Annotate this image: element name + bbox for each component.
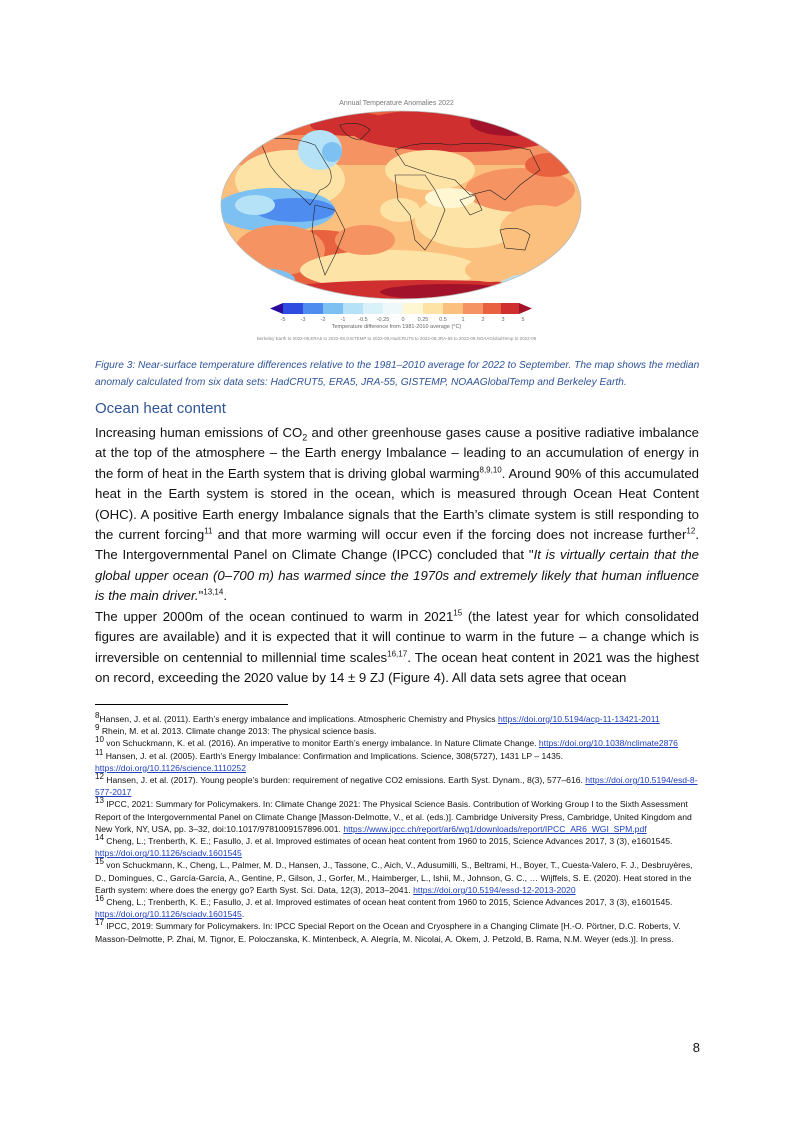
colorbar-tick: -2 bbox=[320, 317, 326, 323]
colorbar-tick: 5 bbox=[521, 317, 525, 323]
colorbar-label: Temperature difference from 1981-2010 average (°C) bbox=[331, 324, 462, 330]
footnote: $^{16}$ Cheng, L.; Trenberth, K. E.; Fasullo, J. et al. Improved estimates of ocean heat content from 1960 to 2015, Science Advances 2017, 3 (3), e1601545. https://doi.org/10.1126/sciadv.1601545. bbox=[95, 894, 673, 920]
colorbar-arrow-low bbox=[270, 303, 283, 314]
footnote: $^{15}$ von Schuckmann, K., Cheng, L., Palmer, M. D., Hansen, J., Tassone, C., Aich, V., Adusumilli, S., Beltrami, H., Boyer, T., Cuesta-Valero, F. J., Desbruyères, D., Domingues, C., García-García, A., Gentine, P., Gilson, J., Gorfer, M., Haimberger, L., Ishii, M., Johnson, G. C., … Wijffels, S. E. (2020). Heat stored in the Earth system: where does the energy go? Earth Syst. Sci. Data, 12(3), 2013–2041. https://doi.org/10.5194/essd-12-2013-2020 bbox=[95, 857, 693, 895]
paragraph-1: Increasing human emissions of $CO_2$ and other greenhouse gases cause a positive radiative imbalance at the top of the atmosphere – the Earth energy Imbalance – leading to an accumulation of energy in the form of heat in the Earth system that is driving global warming$^{8,9,10}$. Around 90% of this accumulated heat in the Earth system is stored in the ocean, which is measured through Ocean Heat Content (OHC). A positive Earth energy Imbalance signals that the Earth’s climate system is still responding to the current forcing$^{11}$ and that more warming will occur even if the forcing does not increase further$^{12}$. The Intergovernmental Panel on Climate Change (IPCC) concluded that "It is virtually certain that the global upper ocean (0–700 m) has warmed since the 1970s and extremely likely that human influence is the main driver."$^{13,14}$. bbox=[95, 425, 699, 604]
footnote-link[interactable]: https://doi.org/10.5194/esd-8-577-2017 bbox=[95, 775, 698, 798]
colorbar-arrow-high bbox=[519, 303, 532, 314]
footnote-link[interactable]: https://doi.org/10.1126/science.1110252 bbox=[95, 762, 246, 773]
colorbar-tick: 0 bbox=[401, 317, 405, 323]
colorbar-tick: 0.5 bbox=[439, 317, 447, 323]
footnote-link[interactable]: https://doi.org/10.1038/nclimate2876 bbox=[538, 738, 678, 749]
footnotes bbox=[95, 713, 703, 945]
page-number: 8 bbox=[692, 1040, 700, 1055]
paragraph-2: The upper 2000m of the ocean continued to warm in 2021$^{15}$ (the latest year for which consolidated figures are available) and it is expected that it will continue to warm in the future – a change which is irreversible on centennial to millennial time scales$^{16,17}$. The ocean heat content in 2021 was the highest on record, exceeding the 2020 value by 14 ± 9 ZJ (Figure 4). All data sets agree that ocean bbox=[95, 608, 700, 686]
colorbar-swatch bbox=[443, 303, 463, 314]
footnote: $^8$Hansen, J. et al. (2011). Earth’s energy imbalance and implications. Atmospheric Chemistry and Physics https://doi.org/10.5194/acp-11-13421-2011 bbox=[95, 711, 660, 724]
footnote-link[interactable]: https://doi.org/10.1126/sciadv.1601545 bbox=[95, 848, 242, 859]
colorbar-swatch bbox=[343, 303, 363, 314]
figure-caption: Figure 3: Near-surface temperature differences relative to the 1981–2010 average for 2022 to September. The map shows the median anomaly calculated from six data sets: HadCRUT5, ERA5, JRA-55, GISTEMP, NOAAGlobalTemp and Berkeley Earth. bbox=[95, 360, 700, 388]
footnote-link[interactable]: https://doi.org/10.1126/sciadv.1601545 bbox=[95, 909, 242, 920]
colorbar-tick: -0.5 bbox=[358, 317, 368, 323]
ipcc-quote: It is virtually certain that the global upper ocean (0–700 m) has warmed since the 1970s and extremely likely that human influence is the main driver. bbox=[95, 547, 699, 604]
colorbar-swatch bbox=[423, 303, 443, 314]
temperature-anomaly-map bbox=[220, 110, 582, 300]
colorbar-tick: 0.25 bbox=[417, 317, 429, 323]
colorbar-tick: -5 bbox=[280, 317, 286, 323]
colorbar-swatch bbox=[403, 303, 423, 314]
footnote: $^{12}$ Hansen, J. et al. (2017). Young people’s burden: requirement of negative CO2 emissions. Earth Syst. Dynam., 8(3), 577–616. https://doi.org/10.5194/esd-8-577-2017 bbox=[95, 772, 698, 798]
colorbar-swatch bbox=[483, 303, 501, 314]
map-credit: Berkeley Earth to 2022-08,ERA5 to 2022-09,GISTEMP to 2022-09,HadCRUT5 to 2022-08,JRA-55 to 2022-09,NOAAGlobalTemp to 2022-09 bbox=[256, 336, 537, 341]
colorbar-tick: 1 bbox=[461, 317, 465, 323]
colorbar-swatch bbox=[363, 303, 383, 314]
footnote: $^{14}$ Cheng, L.; Trenberth, K. E.; Fasullo, J. et al. Improved estimates of ocean heat content from 1960 to 2015, Science Advances 2017, 3 (3), e1601545. https://doi.org/10.1126/sciadv.1601545 bbox=[95, 833, 673, 859]
colorbar-swatch bbox=[383, 303, 403, 314]
colorbar-tick: 3 bbox=[501, 317, 505, 323]
colorbar-tick: 2 bbox=[481, 317, 485, 323]
section-heading: Ocean heat content bbox=[95, 400, 226, 417]
footnote-link[interactable]: https://doi.org/10.5194/acp-11-13421-2011 bbox=[497, 714, 660, 724]
colorbar-tick: -3 bbox=[300, 317, 306, 323]
colorbar-tick: -1 bbox=[340, 317, 346, 323]
footnote-link[interactable]: https://doi.org/10.5194/essd-12-2013-2020 bbox=[413, 884, 576, 895]
map-title: Annual Temperature Anomalies 2022 bbox=[339, 100, 454, 107]
footnote-separator bbox=[95, 704, 288, 705]
footnote: $^{13}$ IPCC, 2021: Summary for Policymakers. In: Climate Change 2021: The Physical Science Basis. Contribution of Working Group I to the Sixth Assessment Report of the Intergovernmental Panel on Climate Change [Masson-Delmotte, V., et al. (eds.)]. Cambridge University Press, Cambridge, United Kingdom and New York, NY, USA, pp. 3–32, doi:10.1017/9781009157896.001. https://www.ipcc.ch/report/ar6/wg1/downloads/report/IPCC_AR6_WGI_SPM.pdf bbox=[95, 796, 692, 834]
colorbar-swatch bbox=[303, 303, 323, 314]
colorbar-swatch bbox=[283, 303, 303, 314]
footnote: $^{17}$ IPCC, 2019: Summary for Policymakers. In: IPCC Special Report on the Ocean and Cryosphere in a Changing Climate [H.-O. Pörtner, D.C. Roberts, V. Masson-Delmotte, P. Zhai, M. Tignor, E. Poloczanska, K. Mintenbeck, A. Alegría, M. Nicolai, A. Okem, J. Petzold, B. Rama, N.M. Weyer (eds.)]. In press. bbox=[95, 918, 681, 944]
colorbar-tick: -0.25 bbox=[376, 317, 390, 323]
colorbar-swatch bbox=[501, 303, 519, 314]
colorbar bbox=[270, 303, 532, 314]
footnote: $^{10}$ von Schuckmann, K. et al. (2016). An imperative to monitor Earth’s energy imbalance. In Nature Climate Change. https://doi.org/10.1038/nclimate2876 bbox=[95, 735, 678, 749]
footnote: $^9$ Rhein, M. et al. 2013. Climate change 2013: The physical science basis. bbox=[95, 723, 377, 737]
footnote: $^{11}$ Hansen, J. et al. (2005). Earth’s Energy Imbalance: Confirmation and Implications. Science, 308(5727), 1431 LP – 1435. https://doi.org/10.1126/science.1110252 bbox=[95, 747, 564, 773]
colorbar-swatch bbox=[323, 303, 343, 314]
colorbar-swatch bbox=[463, 303, 483, 314]
footnote-link[interactable]: https://www.ipcc.ch/report/ar6/wg1/downloads/report/IPCC_AR6_WGI_SPM.pdf bbox=[343, 823, 647, 834]
